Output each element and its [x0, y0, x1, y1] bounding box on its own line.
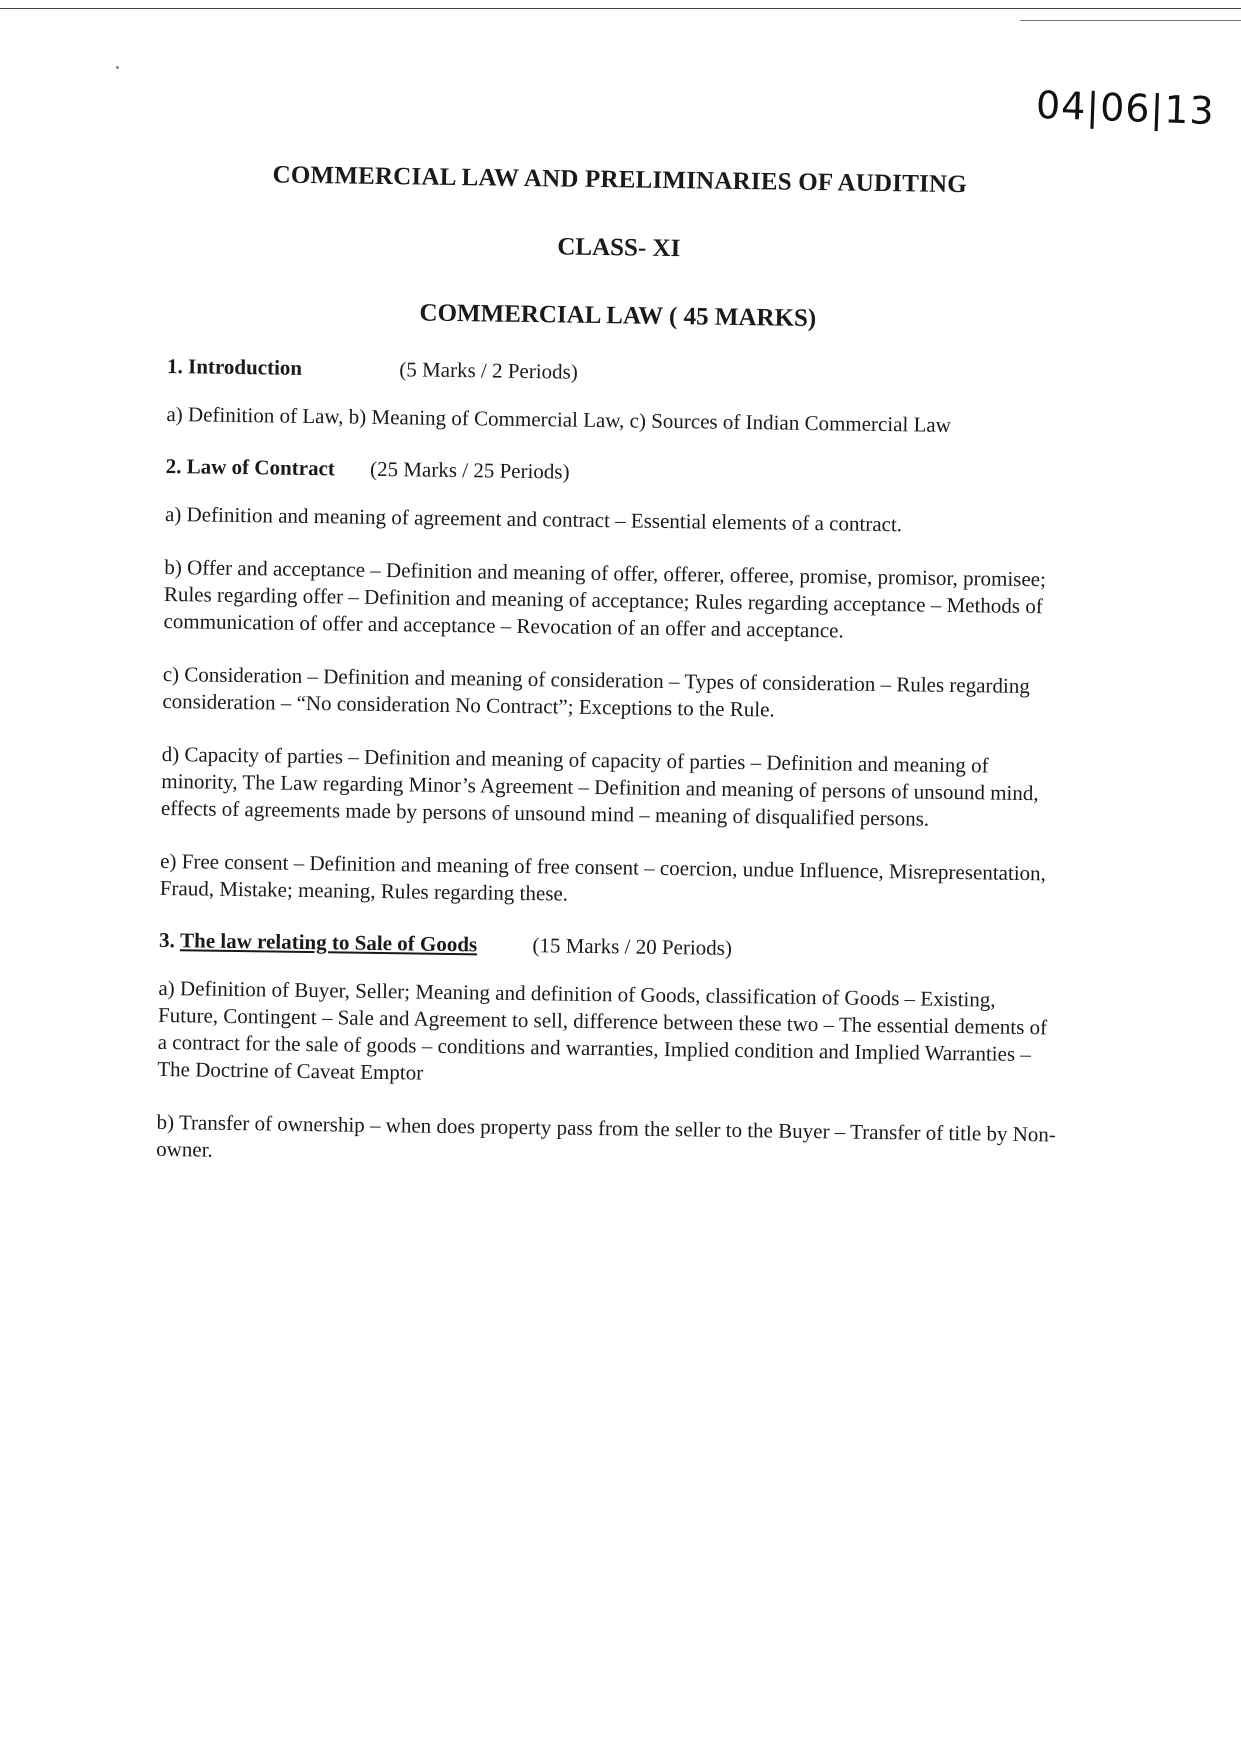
section-2-marks: (25 Marks / 25 Periods) [369, 456, 570, 484]
section-3-title: The law relating to Sale of Goods [179, 928, 478, 957]
document-title: COMMERCIAL LAW AND PRELIMINARIES OF AUDITING [272, 161, 968, 199]
section-3-heading [159, 928, 1059, 966]
section-3-marks: (15 Marks / 20 Periods) [532, 933, 733, 960]
section-2-paragraph-e: e) Free consent – Definition and meaning of free consent – coercion, undue Influence, Misrepresentation, Fraud, Mistake; meaning, Rules regarding these. [159, 848, 1047, 906]
section-1-title: 1. Introduction [166, 353, 303, 380]
scan-edge-line [0, 8, 1241, 9]
section-2-paragraph-c: c) Consideration – Definition and meaning of consideration – Types of consideration – Rules regarding consideration – “No consideration No Contract”; Exceptions to the Rule. [162, 661, 1031, 722]
scan-edge-line-secondary [1020, 20, 1241, 21]
section-3-number: 3. [158, 927, 176, 953]
section-2-title: 2. Law of Contract [165, 453, 336, 481]
section-2-paragraph-a: a) Definition and meaning of agreement and contract – Essential elements of a contract. [164, 501, 903, 537]
section-2-paragraph-b: b) Offer and acceptance – Definition and meaning of offer, offerer, offeree, promise, promisor, promisee; Rules regarding offer – Definition and meaning of acceptance; Rules regarding acceptance – Methods of communication of offer and acceptance – Revocation of an offer and acceptance. [163, 554, 1047, 643]
section-1-heading [167, 354, 1067, 392]
scan-speck [116, 66, 119, 69]
section-2-heading [166, 454, 1066, 492]
document-page [156, 160, 1070, 1201]
class-title: CLASS- XI [557, 233, 681, 263]
section-2-paragraph-d: d) Capacity of parties – Definition and meaning of capacity of parties – Definition and meaning of minority, The Law regarding Minor’s Agreement – Definition and meaning of persons of unsound mind, effects of agreements made by persons of unsound mind – meaning of disqualified persons. [160, 741, 1039, 831]
section-1-paragraph-a: a) Definition of Law, b) Meaning of Commercial Law, c) Sources of Indian Commercial Law [166, 401, 952, 437]
section-subtitle: COMMERCIAL LAW ( 45 MARKS) [419, 299, 817, 333]
section-3-paragraph-b: b) Transfer of ownership – when does property pass from the seller to the Buyer – Transfer of title by Non-owner. [156, 1109, 1056, 1162]
section-1-marks: (5 Marks / 2 Periods) [399, 357, 578, 384]
section-3-paragraph-a: a) Definition of Buyer, Seller; Meaning and definition of Goods, classification of Goods – Existing, Future, Contingent – Sale and Agreement to sell, difference between these two – The essential dements of a contract for the sale of goods – conditions and warranties, Implied condition and Implied Warranties – The Doctrine of Caveat Emptor [157, 975, 1048, 1085]
handwritten-date: 04|06|13 [1035, 82, 1216, 134]
